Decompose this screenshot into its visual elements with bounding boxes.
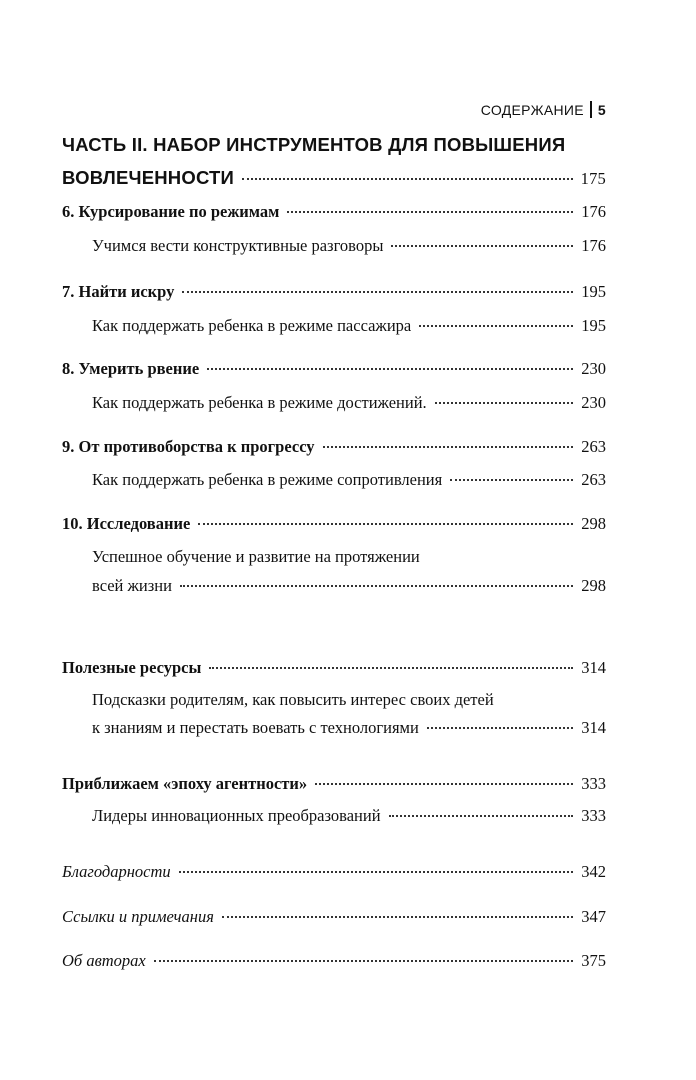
dot-leader	[389, 815, 574, 817]
toc-entry-label: 7. Найти искру	[62, 282, 175, 301]
toc-entry-subtitle-9[interactable]	[92, 470, 606, 490]
toc-entry-chapter-10[interactable]	[62, 514, 606, 534]
dot-leader	[154, 960, 574, 962]
dot-leader	[287, 211, 573, 213]
toc-entry-label: 10. Исследование	[62, 514, 191, 533]
toc-entry-label: Как поддержать ребенка в режиме пассажира	[92, 316, 412, 335]
toc-entry-subtitle-7[interactable]	[92, 316, 606, 336]
toc-entry-chapter-6[interactable]	[62, 202, 606, 222]
toc-entry-label: Ссылки и примечания	[62, 907, 214, 926]
toc-entry-page: 230	[581, 359, 606, 378]
dot-leader	[323, 446, 574, 448]
toc-entry-label: к знаниям и перестать воевать с технологиями	[92, 718, 419, 737]
part-title-entry[interactable]	[62, 161, 606, 195]
dot-leader	[315, 783, 573, 785]
toc-entry-chapter-7[interactable]	[62, 282, 606, 302]
toc-entry-subtitle-6[interactable]	[92, 236, 606, 256]
toc-entry-chapter-8[interactable]	[62, 359, 606, 379]
toc-entry-page: 314	[581, 658, 606, 677]
toc-entry-page: 333	[581, 774, 606, 793]
dot-leader	[419, 325, 573, 327]
dot-leader	[222, 916, 573, 918]
toc-entry-label: 6. Курсирование по режимам	[62, 202, 280, 221]
dot-leader	[209, 667, 573, 669]
toc-entry-subtitle-10-line1: Успешное обучение и развитие на протяжении	[92, 547, 420, 566]
toc-entry-label: 9. От противоборства к прогрессу	[62, 437, 315, 456]
part-page: 175	[580, 169, 606, 188]
running-header	[481, 101, 606, 118]
dot-leader	[391, 245, 573, 247]
part-title-line2: ВОВЛЕЧЕННОСТИ	[62, 167, 235, 188]
toc-entry-label: Как поддержать ребенка в режиме сопротивления	[92, 470, 443, 489]
part-title-line1: ЧАСТЬ II. НАБОР ИНСТРУМЕНТОВ ДЛЯ ПОВЫШЕНИЯ	[62, 134, 566, 155]
part-heading	[62, 128, 606, 195]
toc-entry-page: 314	[581, 718, 606, 737]
toc-entry-page: 298	[581, 576, 606, 595]
toc-entry-page: 298	[581, 514, 606, 533]
dot-leader	[198, 523, 573, 525]
dot-leader	[179, 871, 574, 873]
toc-entry-acknowledgements[interactable]	[62, 862, 606, 882]
toc-entry-agency-era[interactable]	[62, 774, 606, 794]
toc-entry-label: Лидеры инновационных преобразований	[92, 806, 381, 825]
toc-entry-notes[interactable]	[62, 907, 606, 927]
toc-entry-page: 333	[581, 806, 606, 825]
toc-entry-page: 375	[581, 951, 606, 970]
toc-entry-page: 342	[581, 862, 606, 881]
dot-leader	[180, 585, 573, 587]
toc-entry-subtitle-8[interactable]	[92, 393, 606, 413]
toc-entry-page: 230	[581, 393, 606, 412]
toc-entry-subtitle-10[interactable]	[92, 576, 606, 596]
dot-leader	[242, 178, 573, 180]
toc-entry-label: Полезные ресурсы	[62, 658, 202, 677]
toc-entry-page: 195	[581, 282, 606, 301]
toc-entry-subtitle-resources-line1: Подсказки родителям, как повысить интерес своих детей	[92, 690, 494, 709]
header-separator	[590, 101, 592, 118]
toc-entry-label: Благодарности	[62, 862, 171, 881]
dot-leader	[207, 368, 573, 370]
toc-entry-about-authors[interactable]	[62, 951, 606, 971]
toc-entry-page: 176	[581, 236, 606, 255]
toc-entry-page: 263	[581, 470, 606, 489]
toc-entry-label: всей жизни	[92, 576, 172, 595]
dot-leader	[182, 291, 573, 293]
toc-entry-page: 195	[581, 316, 606, 335]
toc-entry-page: 263	[581, 437, 606, 456]
toc-entry-label: Приближаем «эпоху агентности»	[62, 774, 308, 793]
toc-entry-label: Как поддержать ребенка в режиме достижений.	[92, 393, 427, 412]
toc-entry-page: 176	[581, 202, 606, 221]
dot-leader	[435, 402, 574, 404]
running-header-title: СОДЕРЖАНИЕ	[480, 101, 584, 118]
toc-entry-subtitle-agency-era[interactable]	[92, 806, 606, 826]
toc-entry-chapter-9[interactable]	[62, 437, 606, 457]
toc-entry-resources[interactable]	[62, 658, 606, 678]
toc-entry-subtitle-resources[interactable]	[92, 718, 606, 738]
toc-entry-label: Об авторах	[62, 951, 146, 970]
toc-entry-page: 347	[581, 907, 606, 926]
dot-leader	[450, 479, 573, 481]
toc-entry-label: 8. Умерить рвение	[62, 359, 200, 378]
dot-leader	[427, 727, 573, 729]
page-number: 5	[597, 101, 606, 118]
toc-entry-label: Учимся вести конструктивные разговоры	[92, 236, 384, 255]
